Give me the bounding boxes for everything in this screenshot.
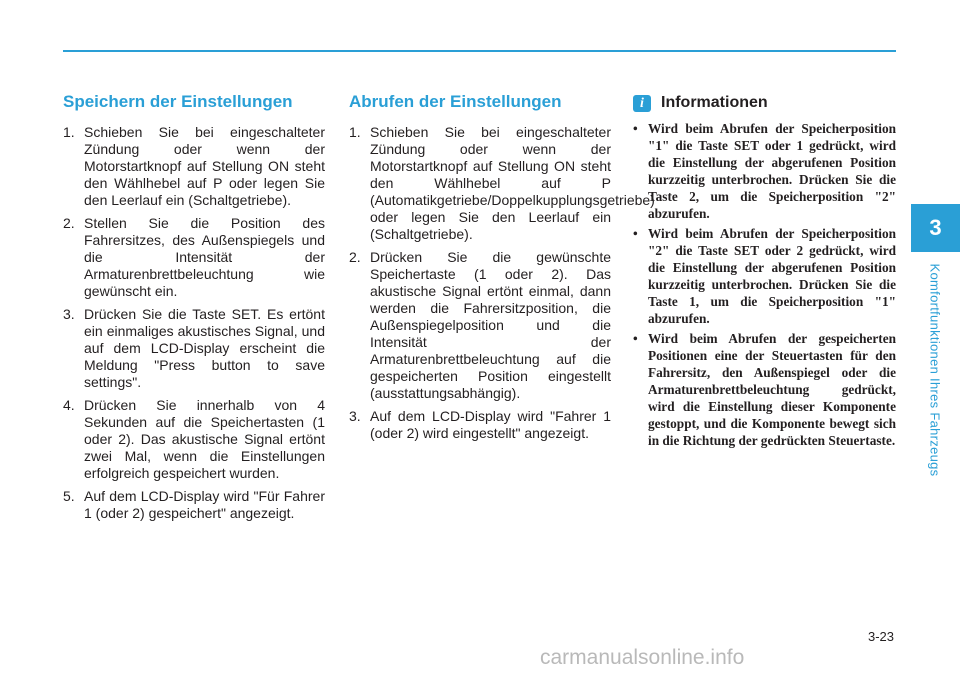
step-text: Drücken Sie innerhalb von 4 Sekunden auf die Speichertasten (1 oder 2). Das akustische Signal ertönt zwei Mal, wenn die Einstellungen erfolgreich gespeichert wurden. xyxy=(84,397,325,481)
list-item: 5. Auf dem LCD-Display wird "Für Fahrer 1 (oder 2) gespeichert" angezeigt. xyxy=(63,488,325,521)
info-list xyxy=(633,120,896,449)
info-title: Informationen xyxy=(661,94,768,111)
store-steps-list xyxy=(63,124,325,522)
chapter-tab: 3 xyxy=(911,204,960,252)
bullet-icon: • xyxy=(633,331,638,346)
list-item xyxy=(633,330,896,449)
list-item: 2. Drücken Sie die gewünschte Speichertaste (1 oder 2). Das akustische Signal ertönt einmal, dann werden die Fahrersitzposition, die Außenspiegelposition und die Intensität der Armaturenbrettbeleuchtung auf die gespeicherten Position eingestellt (ausstattungsabhängig). xyxy=(349,249,611,401)
list-item: 3. Drücken Sie die Taste SET. Es ertönt ein einmaliges akustisches Signal, und auf dem LCD-Display erscheint die Meldung "Press button to save settings". xyxy=(63,306,325,390)
step-text: Drücken Sie die gewünschte Speichertaste (1 oder 2). Das akustische Signal ertönt einmal, dann werden die Fahrersitzposition, die Außenspiegelposition und die Intensität der Armaturenbrettbeleuchtung auf die gespeicherten Position eingestellt (ausstattungsabhängig). xyxy=(370,249,611,401)
info-icon: i xyxy=(633,95,651,112)
step-text: Auf dem LCD-Display wird "Für Fahrer 1 (oder 2) gespeichert" angezeigt. xyxy=(84,488,325,521)
list-item xyxy=(633,120,896,222)
bullet-icon: • xyxy=(633,226,638,241)
header-rule xyxy=(63,50,896,52)
info-text: Wird beim Abrufen der Speicherposition "1" die Taste SET oder 1 gedrückt, wird die Einstellung der abgerufenen Position kurzzeitig unterbrochen. Drücken Sie die Taste 2, um die Speicherposition "2" abzurufen. xyxy=(648,121,896,221)
info-text: Wird beim Abrufen der gespeicherten Positionen eine der Steuertasten für den Fahrersitz, den Außenspiegel oder die Armaturenbrettbeleuchtung gedrückt, wird die Einstellung dieser Komponente gestoppt, und die Komponente bewegt sich in die Richtung der gedrückten Steuertaste. xyxy=(648,331,896,448)
info-header xyxy=(633,92,896,114)
list-item xyxy=(633,225,896,327)
list-item: 4. Drücken Sie innerhalb von 4 Sekunden auf die Speichertasten (1 oder 2). Das akustische Signal ertönt zwei Mal, wenn die Einstellungen erfolgreich gespeichert wurden. xyxy=(63,397,325,481)
recall-settings-title: Abrufen der Einstellungen xyxy=(349,92,562,111)
list-item: 3. Auf dem LCD-Display wird "Fahrer 1 (oder 2) wird eingestellt" angezeigt. xyxy=(349,408,611,441)
watermark: carmanualsonline.info xyxy=(540,646,745,669)
list-item: 2. Stellen Sie die Position des Fahrersitzes, des Außenspiegels und die Intensität der Armaturenbrettbeleuchtung wie gewünscht ein. xyxy=(63,215,325,299)
info-text: Wird beim Abrufen der Speicherposition "2" die Taste SET oder 2 gedrückt, wird die Einstellung der abgerufenen Position kurzzeitig unterbrochen. Drücken Sie die Taste 1, um die Speicherposition "1" abzurufen. xyxy=(648,226,896,326)
chapter-title: Komfortfunktionen Ihres Fahrzeugs xyxy=(927,263,943,477)
bullet-icon: • xyxy=(633,121,638,136)
step-text: Drücken Sie die Taste SET. Es ertönt ein einmaliges akustisches Signal, und auf dem LCD-Display erscheint die Meldung "Press button to save settings". xyxy=(84,306,325,390)
step-text: Auf dem LCD-Display wird "Fahrer 1 (oder 2) wird eingestellt" angezeigt. xyxy=(370,408,611,441)
recall-steps-list xyxy=(349,124,655,442)
store-settings-section xyxy=(63,92,325,528)
step-text: Schieben Sie bei eingeschalteter Zündung oder wenn der Motorstartknopf auf Stellung ON steht den Wählhebel auf P oder legen Sie den Leerlauf ein (Schaltgetriebe). xyxy=(84,124,325,208)
recall-settings-section xyxy=(349,92,655,448)
step-text: Stellen Sie die Position des Fahrersitzes, des Außenspiegels und die Intensität der Armaturenbrettbeleuchtung wie gewünscht ein. xyxy=(84,215,325,299)
store-settings-title: Speichern der Einstellungen xyxy=(63,92,293,111)
list-item: 1. Schieben Sie bei eingeschalteter Zündung oder wenn der Motorstartknopf auf Stellung ON steht den Wählhebel auf P (Automatikgetriebe/Doppelkupplungsgetriebe) oder legen Sie den Leerlauf ein (Schaltgetriebe). xyxy=(349,124,655,242)
info-box xyxy=(633,92,896,452)
page-number: 3-23 xyxy=(867,629,894,644)
step-text: Schieben Sie bei eingeschalteter Zündung oder wenn der Motorstartknopf auf Stellung ON steht den Wählhebel auf P (Automatikgetriebe/Doppelkupplungsgetriebe) oder legen Sie den Leerlauf ein (Schaltgetriebe). xyxy=(370,124,655,242)
list-item: 1. Schieben Sie bei eingeschalteter Zündung oder wenn der Motorstartknopf auf Stellung ON steht den Wählhebel auf P oder legen Sie den Leerlauf ein (Schaltgetriebe). xyxy=(63,124,325,208)
